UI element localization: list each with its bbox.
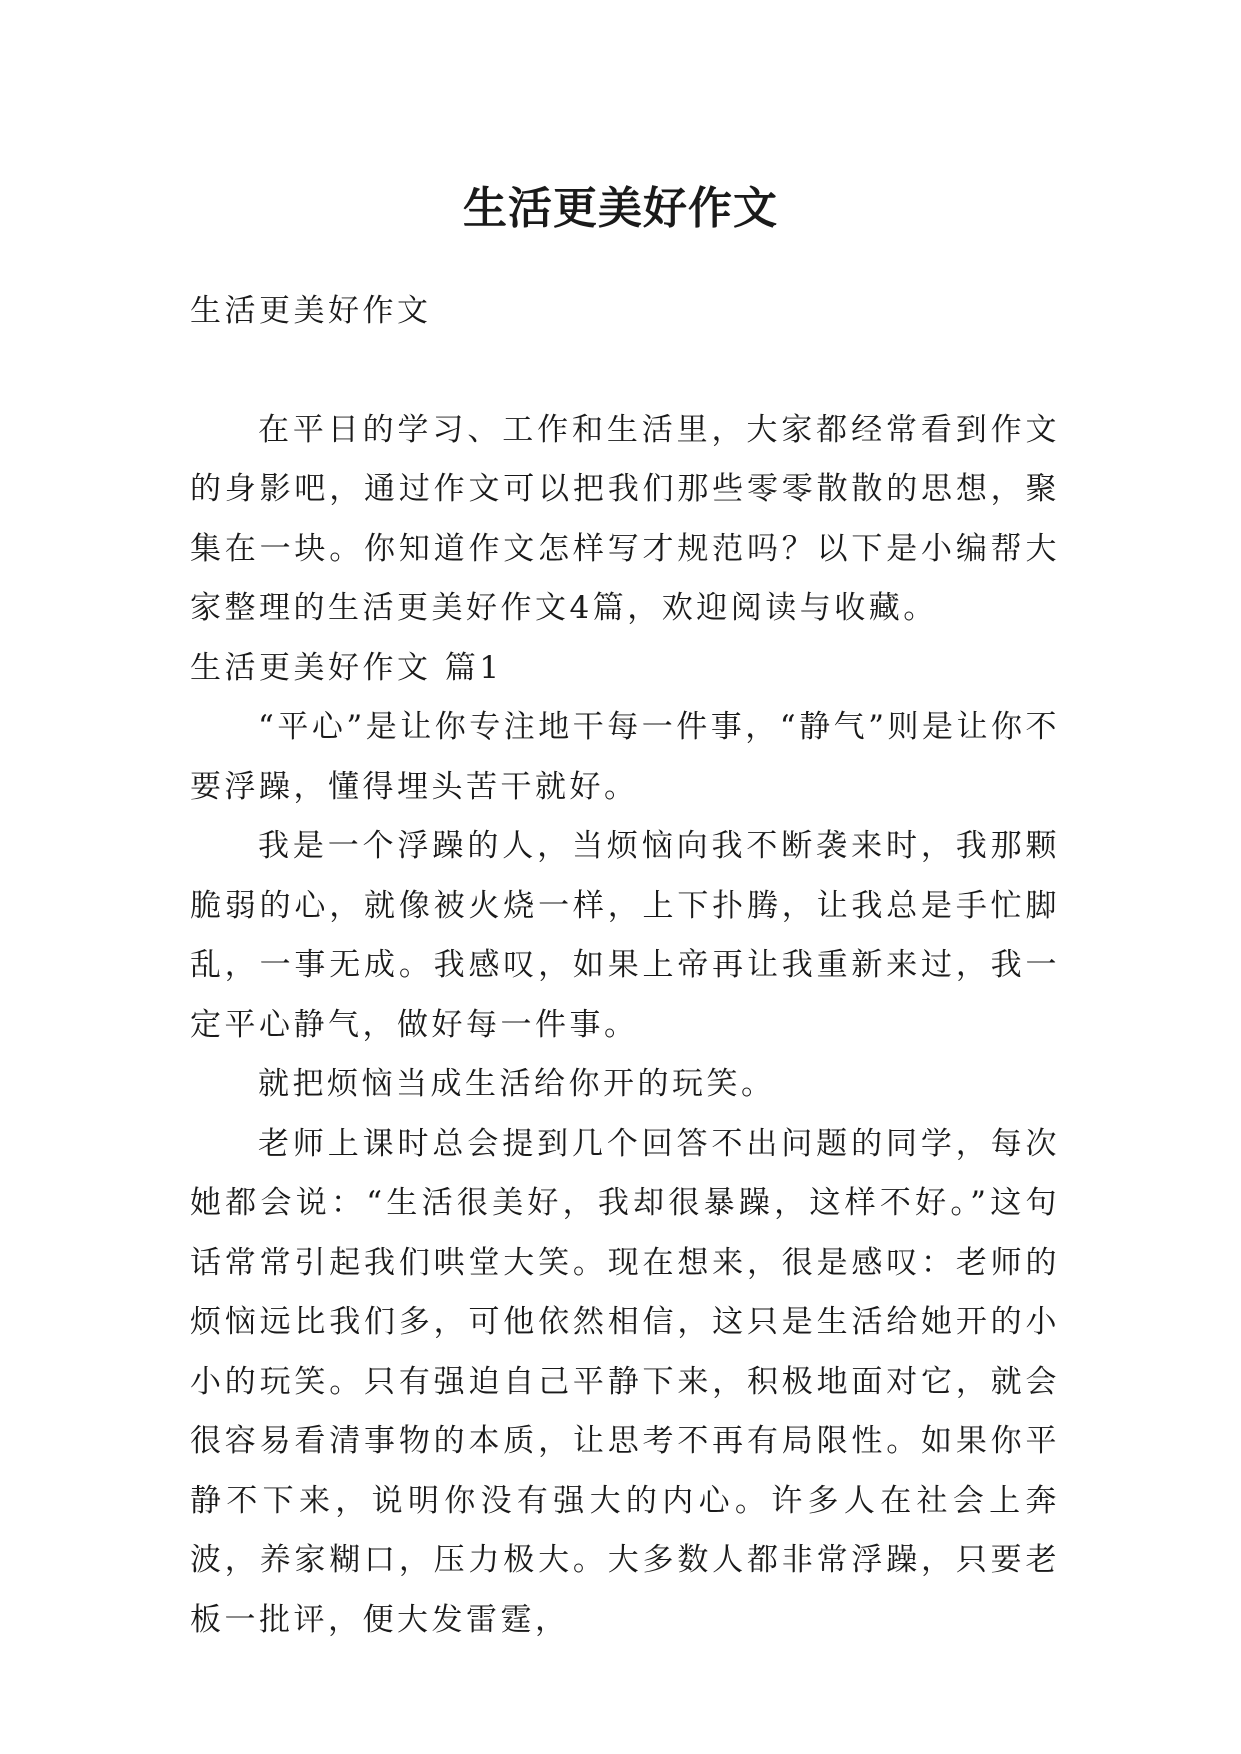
document-body [190,282,1060,1650]
document-subtitle: 生活更美好作文 [190,293,432,329]
body-paragraph: 老师上课时总会提到几个回答不出问题的同学，每次她都会说：“生活很美好，我却很暴躁，这样不好。”这句话常常引起我们哄堂大笑。现在想来，很是感叹：老师的烦恼远比我们多，可他依然相信，这只是生活给她开的小小的玩笑。只有强迫自己平静下来，积极地面对它，就会很容易看清事物的本质，让思考不再有局限性。如果你平静不下来，说明你没有强大的内心。许多人在社会上奔波，养家糊口，压力极大。大多数人都非常浮躁，只要老板一批评，便大发雷霆， [190,1125,1060,1638]
body-paragraph: 就把烦恼当成生活给你开的玩笑。 [258,1066,776,1102]
section-heading: 生活更美好作文 篇1 [190,649,503,686]
body-paragraph: “平心”是让你专注地干每一件事，“静气”则是让你不要浮躁，懂得埋头苦干就好。 [190,709,1060,805]
intro-paragraph: 在平日的学习、工作和生活里，大家都经常看到作文的身影吧，通过作文可以把我们那些零零散散的思想，聚集在一块。你知道作文怎样写才规范吗？以下是小编帮大家整理的生活更美好作文4篇，欢迎阅读与收藏。 [190,411,1060,626]
body-paragraph: 我是一个浮躁的人，当烦恼向我不断袭来时，我那颗脆弱的心，就像被火烧一样，上下扑腾，让我总是手忙脚乱，一事无成。我感叹，如果上帝再让我重新来过，我一定平心静气，做好每一件事。 [190,828,1060,1043]
document-title: 生活更美好作文 [463,183,778,235]
